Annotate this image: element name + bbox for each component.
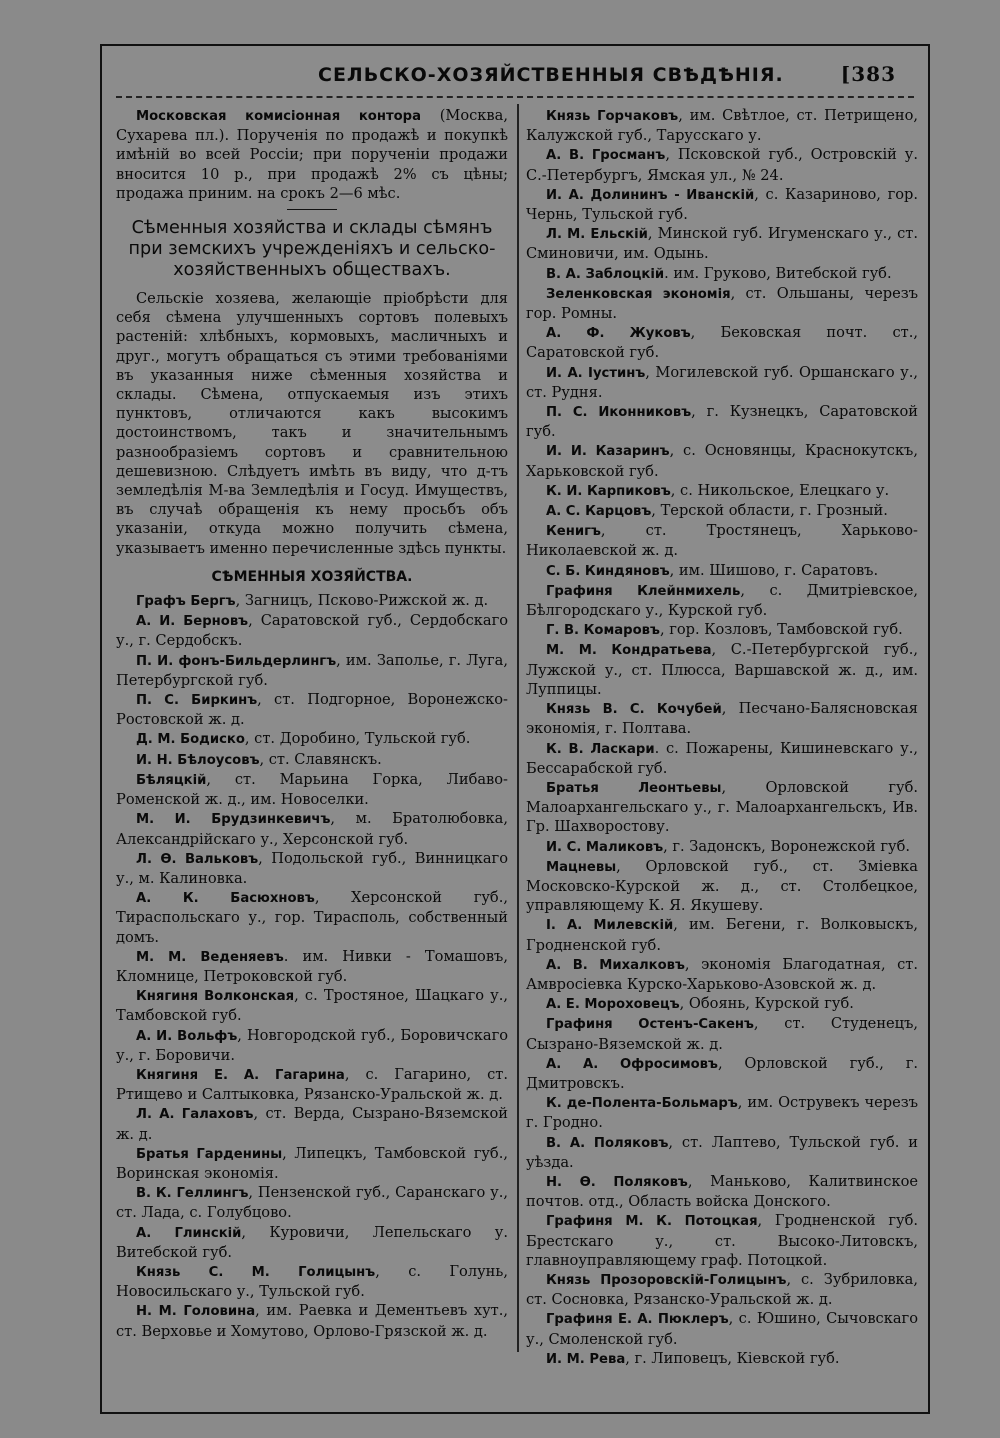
entry-name: П. С. Биркинъ — [136, 693, 258, 709]
entry-name: Мацневы — [546, 859, 617, 875]
list-item — [526, 1054, 918, 1093]
entry-text: , Песчано-Балясновская экономія, г. Полтава. — [526, 700, 919, 738]
entry-text: , Загницъ, Псково-Рижской ж. д. — [235, 592, 489, 610]
list-item — [116, 690, 508, 729]
subsection-title: СѢМЕННЫЯ ХОЗЯЙСТВА. — [211, 568, 413, 585]
list-item — [526, 837, 918, 857]
entry-text: , г. Задонскъ, Воронежской губ. — [663, 837, 910, 855]
entry-name: Бѣляцкій — [136, 772, 207, 788]
entry-text: , Псковской губ., Островскій у. С.-Петербургъ, Ямская ул., № 24. — [526, 146, 918, 184]
right-entries-list — [526, 106, 918, 1369]
list-item — [526, 640, 918, 699]
list-item — [526, 699, 918, 738]
left-column — [116, 106, 508, 1341]
list-item — [116, 1026, 508, 1065]
entry-name: А. В. Михалковъ — [546, 957, 685, 973]
entry-text: , экономія Благодатная, ст. Амвросіевка Курско-Харьково-Азовской ж. д. — [526, 955, 918, 993]
entry-name: П. И. фонъ-Бильдерлингъ — [136, 653, 337, 669]
list-item — [526, 561, 918, 581]
list-item — [526, 284, 918, 323]
entry-text: , с. Тростяное, Шацкаго у., Тамбовской губ. — [116, 987, 508, 1025]
entry-text: , с. Казариново, гор. Чернь, Тульской губ. — [526, 185, 918, 224]
entry-name: Н. Ѳ. Поляковъ — [546, 1174, 688, 1190]
list-item — [526, 1014, 918, 1053]
list-item — [526, 739, 918, 778]
entry-text: , ст. Доробино, Тульской губ. — [244, 730, 471, 748]
list-item — [526, 1211, 918, 1270]
entry-name: Л. А. Галаховъ — [136, 1107, 254, 1123]
list-item — [116, 770, 508, 809]
list-item — [116, 888, 508, 947]
entry-name: А. Е. Мороховецъ — [546, 997, 680, 1013]
entry-name: И. А. Долининъ - Иванскій — [546, 187, 755, 203]
entry-name: М. И. Брудзинкевичъ — [136, 812, 331, 828]
entry-name: А. И. Вольфъ — [136, 1028, 238, 1044]
list-item — [526, 915, 918, 954]
intro-entry — [116, 106, 508, 203]
entry-text: , ст. Славянскъ. — [259, 750, 382, 768]
separator-rule — [287, 209, 337, 210]
entry-text: , Подольской губ., Винницкаго у., м. Калиновка. — [116, 849, 508, 887]
list-item — [526, 106, 918, 145]
entry-name: В. А. Заблоцкій — [546, 266, 665, 282]
entry-name: Зеленковская экономія — [546, 286, 731, 302]
entry-name: Князь В. С. Кочубей — [546, 702, 722, 718]
list-item — [526, 1133, 918, 1172]
list-item — [116, 1262, 508, 1301]
entry-name: Графиня Е. А. Пюклеръ — [546, 1312, 729, 1328]
entry-text: , с. Юшино, Сычовскаго у., Смоленской губ. — [526, 1310, 918, 1348]
entry-name: Братья Леонтьевы — [546, 780, 722, 796]
entry-name: К. И. Карпиковъ — [546, 483, 671, 499]
entry-text: . с. Пожарены, Кишиневскаго у., Бессарабской губ. — [526, 739, 919, 777]
list-item — [116, 750, 508, 770]
body-paragraph: Сельскіе хозяева, желающіе пріобрѣсти для себя сѣмена улучшенныхъ сортовъ полевыхъ растеній: хлѣбныхъ, кормовыхъ, масличныхъ и друг., могутъ обращаться съ этими требованіями въ указанныя ниже сѣменныя хозяйства и склады. Сѣмена, отпускаемыя изъ этихъ пунктовъ, отличаются какъ высокимъ достоинствомъ, такъ и значительнымъ разнообразіемъ сортовъ и сравнительною дешевизною. Слѣдуетъ имѣть въ виду, что д-тъ земледѣлія М-ва Земледѣлія и Госуд. Имуществъ, въ случаѣ обращенія къ нему просьбъ объ указаніи, откуда можно получить сѣмена, указываетъ именно перечисленные здѣсь пункты. — [116, 290, 508, 557]
list-item — [526, 501, 918, 521]
list-item — [526, 145, 918, 184]
entry-name: М. М. Веденяевъ — [136, 949, 284, 965]
entry-text: , им. Заполье, г. Луга, Петербургской губ. — [116, 651, 508, 689]
list-item — [116, 1301, 508, 1340]
entry-text: , ст. Верда, Сызрано-Вяземской ж. д. — [116, 1105, 508, 1143]
entry-text: , Обоянь, Курской губ. — [679, 995, 854, 1013]
entry-text: , с. Дмитріевское, Бѣлгородскаго у., Курской губ. — [526, 581, 918, 620]
entry-name: А. Ф. Жуковъ — [546, 326, 691, 342]
entry-name: А. В. Гросманъ — [546, 148, 666, 164]
header-rule — [116, 96, 914, 98]
list-item — [526, 620, 918, 640]
entry-name: А. Глинскій — [136, 1225, 242, 1241]
list-item — [526, 1309, 918, 1348]
section-title: Сѣменныя хозяйства и склады сѣмянъ при земскихъ учрежденіяхъ и сельско-хозяйственныхъ обществахъ. — [128, 218, 496, 281]
entry-text: , С.-Петербургской губ., Лужской у., ст. Плюсса, Варшавской ж. д., им. Луппицы. — [526, 641, 918, 698]
entry-name: А. С. Карцовъ — [546, 504, 652, 520]
entry-text: , Херсонской губ., Тираспольскаго у., гор. Тирасполь, собственный домъ. — [116, 889, 508, 946]
entry-name: Княгиня Волконская — [136, 989, 295, 1005]
entry-name: А. И. Берновъ — [136, 614, 249, 630]
list-item — [526, 363, 918, 402]
list-item — [526, 441, 918, 480]
list-item — [526, 264, 918, 284]
list-item — [116, 849, 508, 888]
entry-text: , Саратовской губ., Сердобскаго у., г. Сердобскъ. — [116, 612, 508, 650]
entry-name: Князь Горчаковъ — [546, 109, 679, 124]
page-number: [383 — [840, 62, 896, 86]
list-item — [526, 481, 918, 501]
entry-text: , с. Основянцы, Краснокутскъ, Харьковской губ. — [526, 442, 918, 480]
list-item — [116, 947, 508, 986]
entry-name: В. А. Поляковъ — [546, 1135, 669, 1151]
list-item — [526, 185, 918, 224]
entry-name: Л. Ѳ. Вальковъ — [136, 851, 259, 867]
list-item — [116, 729, 508, 749]
entry-name: Братья Гарденины — [136, 1146, 283, 1162]
entry-name: Г. В. Комаровъ — [546, 623, 660, 639]
list-item — [526, 581, 918, 620]
list-item — [116, 1065, 508, 1104]
entry-text: , Орловской губ., г. Дмитровскъ. — [526, 1054, 919, 1092]
entry-name: Графиня Клейнмихель — [546, 583, 741, 599]
entry-text: , Маньково, Калитвинское почтов. отд., Область войска Донского. — [526, 1172, 918, 1211]
entry-name: В. К. Геллингъ — [136, 1186, 249, 1202]
list-item — [526, 857, 918, 916]
entry-name: А. К. Басюхновъ — [136, 891, 315, 907]
page-header — [102, 60, 928, 92]
entry-name: Кенигъ — [546, 524, 601, 540]
entry-name: А. А. Офросимовъ — [546, 1056, 718, 1072]
entry-text: , им. Бегени, г. Волковыскъ, Гродненской губ. — [526, 916, 919, 954]
entry-text: , г. Липовецъ, Кіевской губ. — [625, 1349, 840, 1367]
entry-name: И. Н. Бѣлоусовъ — [136, 752, 260, 768]
entry-name: К. де-Полента-Больмаръ — [546, 1096, 738, 1112]
entry-text: , ст. Марьина Горка, Либаво-Роменской ж. д., им. Новоселки. — [116, 770, 508, 809]
entry-text: , г. Кузнецкъ, Саратовской губ. — [526, 403, 918, 441]
entry-text: , м. Братолюбовка, Александрійскаго у., Херсонской губ. — [116, 810, 509, 848]
list-item — [116, 1104, 508, 1143]
entry-text: , Орловской губ., ст. Зміевка Московско-Курской ж. д., ст. Столбецкое, управляющему К. Я. Якушеву. — [526, 857, 918, 915]
entry-name: И. И. Казаринъ — [546, 444, 670, 460]
entry-text: , с. Голунь, Новосильскаго у., Тульской губ. — [116, 1262, 508, 1301]
entry-name: Княгиня Е. А. Гагарина — [136, 1067, 345, 1083]
entry-name: Л. М. Ельскій — [546, 227, 648, 243]
list-item — [116, 1144, 508, 1183]
entry-text: , ст. Студенецъ, Сызрано-Вяземской ж. д. — [526, 1015, 918, 1053]
entry-text: (Москва, Сухарева пл.). Порученія по продажѣ и покупкѣ имѣній во всей Россіи; при порученіи продажи вносится 10 р., при продажѣ 2% съ цѣны; продажа приним. на срокъ 2—6 мѣс. — [116, 107, 508, 202]
entry-text: , Куровичи, Лепельскаго у. Витебской губ. — [116, 1223, 508, 1261]
entry-name: Графиня Остенъ-Сакенъ — [546, 1017, 754, 1033]
entry-text: , Минской губ. Игуменскаго у., ст. Сминовичи, им. Одынь. — [526, 225, 918, 263]
list-item — [526, 955, 918, 994]
entry-text: , Терской области, г. Грозный. — [651, 502, 888, 520]
list-item — [526, 994, 918, 1014]
entry-name: П. С. Иконниковъ — [546, 405, 692, 421]
entry-text: , ст. Лаптево, Тульской губ. и уѣзда. — [526, 1133, 918, 1171]
right-column — [526, 106, 918, 1369]
list-item — [526, 1349, 918, 1369]
entry-text: , ст. Ольшаны, черезъ гор. Ромны. — [526, 284, 918, 323]
list-item — [116, 611, 508, 650]
entry-name: Князь Прозоровскій-Голицынъ — [546, 1272, 787, 1288]
entry-name: И. М. Рева — [546, 1351, 626, 1367]
list-item — [526, 1172, 918, 1211]
list-item — [526, 521, 918, 560]
entry-text: , с. Гагарино, ст. Ртищево и Салтыковка, Рязанско-Уральской ж. д. — [116, 1065, 509, 1104]
entry-text: , ст. Тростянецъ, Харьково-Николаевской ж. д. — [526, 522, 918, 560]
entry-text: , им. Острувекъ черезъ г. Гродно. — [526, 1094, 918, 1132]
entry-text: , Липецкъ, Тамбовской губ., Воринская экономія. — [116, 1144, 508, 1182]
entry-name: К. В. Ласкари — [546, 741, 655, 757]
entry-name: Н. М. Головина — [136, 1304, 256, 1320]
entry-name: М. М. Кондратьева — [546, 643, 712, 659]
entry-name: И. С. Маликовъ — [546, 839, 664, 855]
left-entries-list — [116, 591, 508, 1341]
entry-name: С. Б. Киндяновъ — [546, 563, 670, 579]
book-page — [100, 44, 930, 1414]
list-item — [526, 323, 918, 362]
entry-name: Графиня М. К. Потоцкая — [546, 1214, 758, 1230]
list-item — [116, 1183, 508, 1222]
running-title: СЕЛЬСКО-ХОЗЯЙСТВЕННЫЯ СВѢДѢНІЯ. — [318, 64, 784, 86]
entry-text: , с. Никольское, Елецкаго у. — [670, 481, 890, 499]
entry-text: , гор. Козловъ, Тамбовской губ. — [659, 621, 903, 639]
entry-text: , Гродненской губ. Брестскаго у., ст. Высоко-Литовскъ, главноуправляющему граф. Потоцкой. — [526, 1212, 919, 1269]
entry-name: Московская комисіонная контора — [136, 109, 421, 124]
entry-text: , Орловской губ. Малоархангельскаго у., г. Малоархангельскъ, Ив. Гр. Шахворостову. — [526, 778, 918, 836]
list-item — [526, 1093, 918, 1132]
entry-text: , им. Свѣтлое, ст. Петрищено, Калужской губ., Тарусскаго у. — [526, 107, 919, 145]
list-item — [116, 986, 508, 1025]
list-item — [526, 224, 918, 263]
list-item — [116, 1223, 508, 1262]
entry-name: Графъ Бергъ — [136, 594, 236, 610]
list-item — [526, 402, 918, 441]
entry-text: , им. Шишово, г. Саратовъ. — [669, 561, 879, 579]
entry-text: , с. Зубриловка, ст. Сосновка, Рязанско-Уральской ж. д. — [526, 1270, 919, 1309]
entry-text: , ст. Подгорное, Воронежско-Ростовской ж. д. — [116, 691, 508, 729]
list-item — [116, 591, 508, 611]
entry-text: . им. Нивки - Томашовъ, Кломнице, Петроковской губ. — [116, 947, 508, 985]
entry-text: , Бековская почт. ст., Саратовской губ. — [526, 324, 918, 362]
entry-text: . им. Груково, Витебской губ. — [664, 264, 892, 282]
entry-name: И. А. Іустинъ — [546, 365, 646, 381]
list-item — [526, 778, 918, 837]
entry-name: Князь С. М. Голицынъ — [136, 1264, 376, 1280]
entry-text: , Пензенской губ., Саранскаго у., ст. Лада, с. Голубцово. — [116, 1184, 508, 1222]
column-divider — [517, 104, 519, 1352]
list-item — [526, 1270, 918, 1309]
entry-text: , им. Раевка и Дементьевъ хут., ст. Верховье и Хомутово, Орлово-Грязской ж. д. — [116, 1302, 509, 1340]
entry-text: , Могилевской губ. Оршанскаго у., ст. Рудня. — [526, 363, 919, 401]
entry-text: , Новгородской губ., Боровичскаго у., г. Боровичи. — [116, 1026, 508, 1064]
entry-name: І. А. Милевскій — [546, 918, 674, 934]
entry-name: Д. М. Бодиско — [136, 732, 245, 748]
list-item — [116, 651, 508, 690]
list-item — [116, 809, 508, 848]
